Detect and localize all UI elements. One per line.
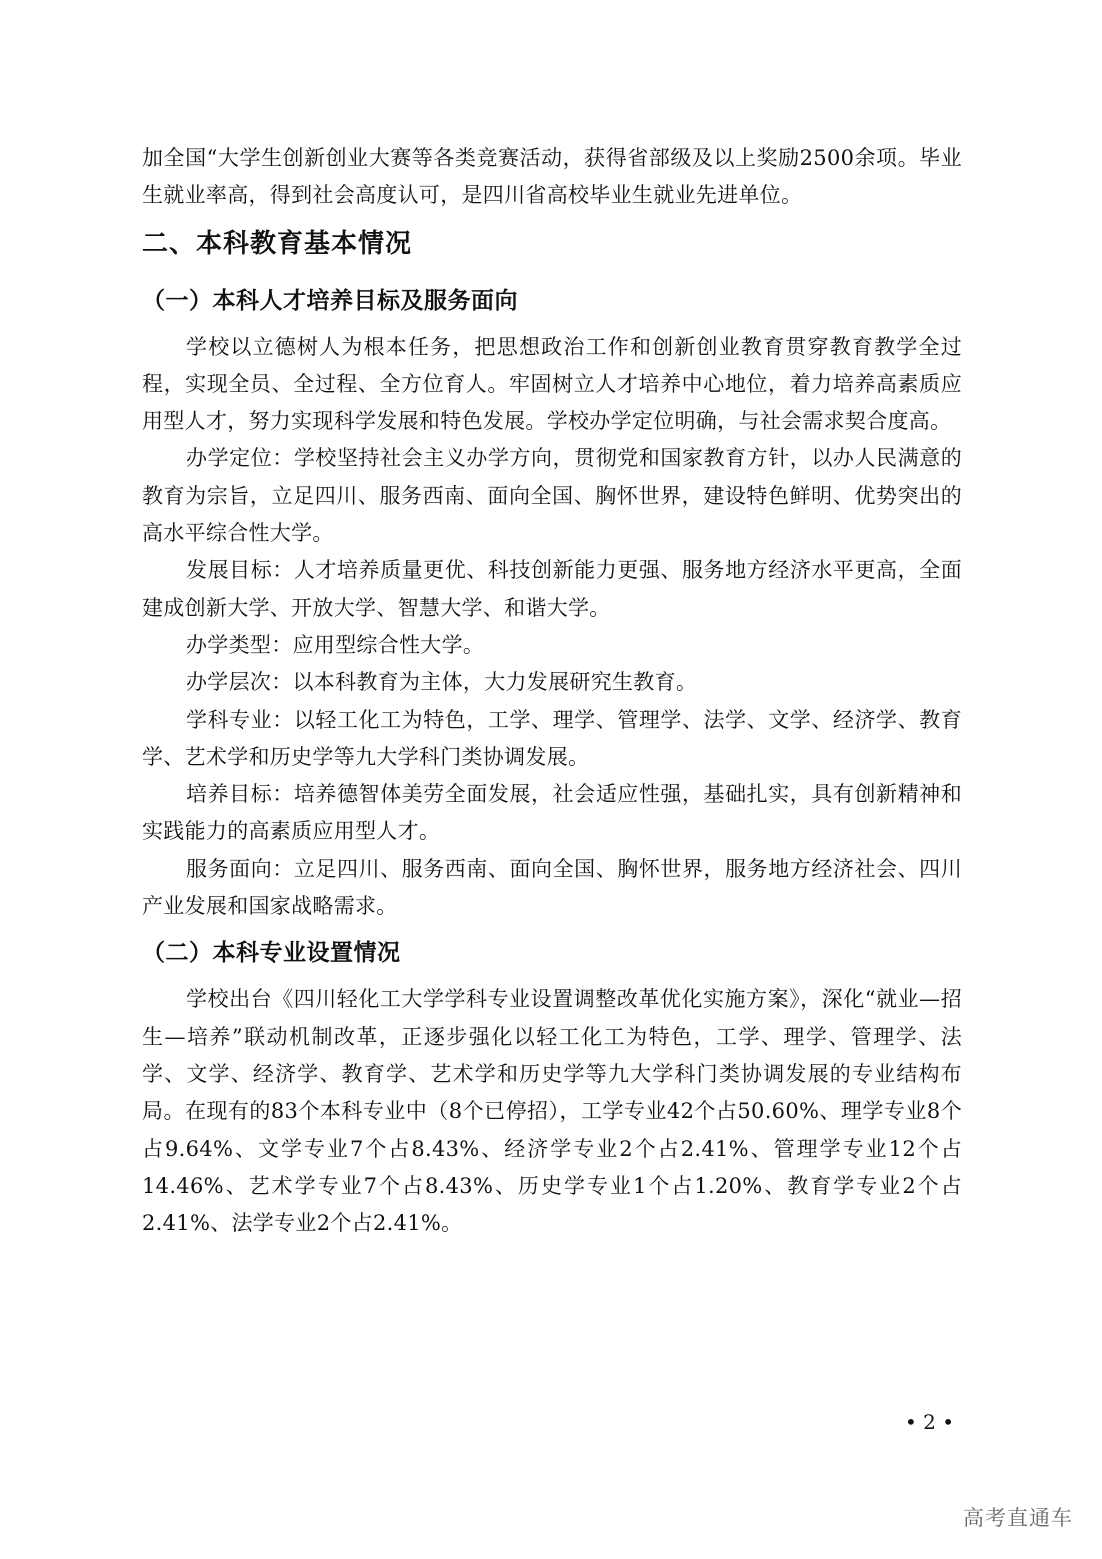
section-heading: 二、本科教育基本情况 — [142, 228, 413, 259]
paragraph-type: 办学类型：应用型综合性大学。 — [186, 632, 485, 657]
paragraph-goal: 发展目标：人才培养质量更优、科技创新能力更强、服务地方经济水平更高，全面建成创新大学、开放大学、智慧大学、和谐大学。 — [142, 558, 962, 620]
subsection-heading-1: （一）本科人才培养目标及服务面向 — [142, 287, 518, 314]
paragraph-service: 服务面向：立足四川、服务西南、面向全国、胸怀世界，服务地方经济社会、四川产业发展和国家战略需求。 — [142, 856, 962, 919]
paragraph-majors: 学校出台《四川轻化工大学学科专业设置调整改革优化实施方案》，深化“就业—招生—培养”联动机制改革，正逐步强化以轻工化工为特色，工学、理学、管理学、法学、文学、经济学、教育学、艺术学和历史学等九大学科门类协调发展的专业结构布局。在现有的83个本科专业中（8个已停招），工学专业42个占50.60%、理学专业8个占9.64%、文学专业7个占8.43%、经济学专业2个占2.41%、管理学专业12个占14.46%、艺术学专业7个占8.43%、历史学专业1个占1.20%、教育学专业2个占2.41%、法学专业2个占2.41%。 — [142, 987, 962, 1236]
subsection-heading-2: （二）本科专业设置情况 — [142, 940, 401, 967]
paragraph-training-goal: 培养目标：培养德智体美劳全面发展，社会适应性强，基础扎实，具有创新精神和实践能力的高素质应用型人才。 — [142, 782, 962, 844]
paragraph: 学校以立德树人为根本任务，把思想政治工作和创新创业教育贯穿教育教学全过程，实现全员、全过程、全方位育人。牢固树立人才培养中心地位，着力培养高素质应用型人才，努力实现科学发展和特色发展。学校办学定位明确，与社会需求契合度高。 — [142, 334, 962, 434]
paragraph-positioning: 办学定位：学校坚持社会主义办学方向，贯彻党和国家教育方针，以办人民满意的教育为宗旨，立足四川、服务西南、面向全国、胸怀世界，建设特色鲜明、优势突出的高水平综合性大学。 — [142, 446, 962, 546]
page-number: • 2 • — [905, 1410, 955, 1434]
watermark: 高考直通车 — [963, 1506, 1073, 1530]
paragraph-level: 办学层次：以本科教育为主体，大力发展研究生教育。 — [186, 670, 698, 695]
intro-paragraph: 加全国“大学生创新创业大赛等各类竞赛活动，获得省部级及以上奖励2500余项。毕业生就业率高，得到社会高度认可，是四川省高校毕业生就业先进单位。 — [142, 146, 962, 208]
paragraph-disciplines: 学科专业：以轻工化工为特色，工学、理学、管理学、法学、文学、经济学、教育学、艺术学和历史学等九大学科门类协调发展。 — [142, 707, 962, 769]
document-body — [142, 140, 962, 1242]
